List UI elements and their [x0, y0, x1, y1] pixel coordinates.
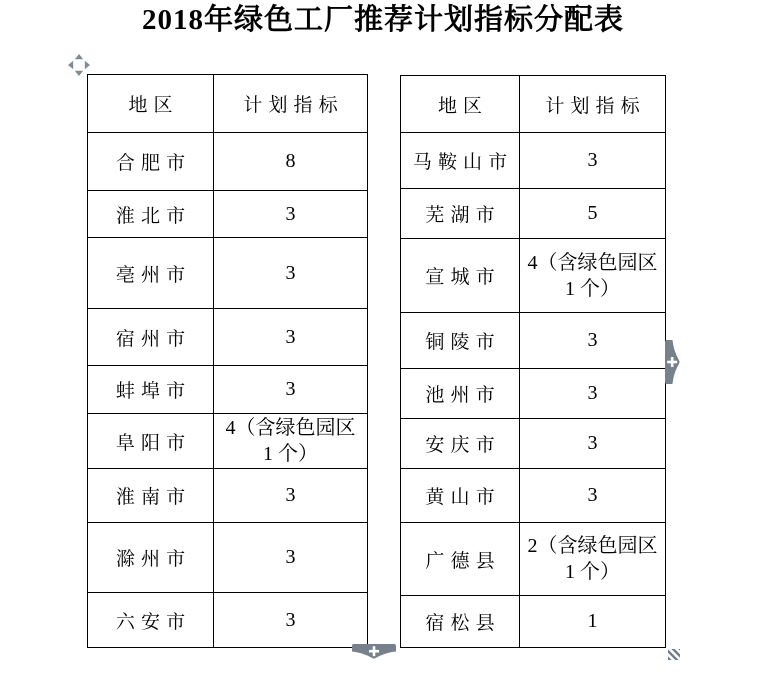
region-cell[interactable]: 黄山市	[401, 469, 520, 523]
table-row	[401, 523, 666, 596]
table-row	[401, 239, 666, 313]
table-row	[88, 469, 368, 523]
table-row	[88, 133, 368, 191]
region-column-header-right[interactable]: 地区	[401, 76, 520, 133]
indicator-value-cell[interactable]: 3	[214, 366, 368, 414]
indicator-value-line: 1 个）	[565, 561, 620, 583]
table-row	[88, 523, 368, 593]
indicator-column-header-right[interactable]: 计划指标	[520, 76, 666, 133]
indicator-value-cell[interactable]: 3	[520, 419, 666, 469]
region-cell[interactable]: 亳州市	[88, 238, 214, 309]
indicator-value-line: 4（含绿色园区	[225, 417, 356, 439]
region-cell[interactable]: 宿州市	[88, 309, 214, 366]
region-cell[interactable]: 铜陵市	[401, 313, 520, 369]
region-cell[interactable]: 合肥市	[88, 133, 214, 191]
indicator-value-line: 2（含绿色园区	[527, 535, 658, 557]
table-move-handle[interactable]	[68, 54, 90, 76]
region-cell[interactable]: 芜湖市	[401, 189, 520, 239]
indicator-value-line: 1 个）	[263, 443, 318, 465]
allocation-table-left	[87, 74, 368, 648]
allocation-table-right	[400, 75, 666, 648]
indicator-value-cell[interactable]: 3	[520, 469, 666, 523]
header-row	[401, 76, 666, 133]
table-row	[401, 596, 666, 648]
table-row	[88, 191, 368, 238]
region-cell[interactable]: 淮南市	[88, 469, 214, 523]
table-row	[88, 309, 368, 366]
indicator-value-cell[interactable]: 3	[520, 369, 666, 419]
region-cell[interactable]: 淮北市	[88, 191, 214, 238]
table-row	[401, 133, 666, 189]
move-table-icon	[68, 54, 90, 76]
indicator-value-cell[interactable]: 3	[214, 593, 368, 648]
indicator-value-cell[interactable]: 3	[214, 523, 368, 593]
table-row	[401, 469, 666, 523]
indicator-value-cell[interactable]: 3	[214, 238, 368, 309]
indicator-value-line: 1 个）	[565, 277, 620, 300]
region-cell[interactable]: 滁州市	[88, 523, 214, 593]
region-cell[interactable]: 宿松县	[401, 596, 520, 648]
indicator-value-cell[interactable]: 8	[214, 133, 368, 191]
table-row	[401, 419, 666, 469]
indicator-value-line: 4（含绿色园区	[527, 251, 658, 274]
indicator-value-cell[interactable]: 3	[214, 191, 368, 238]
plus-icon	[665, 340, 682, 384]
table-row	[88, 593, 368, 648]
indicator-value-cell[interactable]	[520, 523, 666, 596]
region-cell[interactable]: 池州市	[401, 369, 520, 419]
page-title: 2018年绿色工厂推荐计划指标分配表	[141, 4, 624, 36]
indicator-value-cell[interactable]: 3	[214, 469, 368, 523]
region-cell[interactable]: 阜阳市	[88, 414, 214, 469]
header-row	[88, 75, 368, 133]
region-cell[interactable]: 蚌埠市	[88, 366, 214, 414]
region-cell[interactable]: 六安市	[88, 593, 214, 648]
region-cell[interactable]: 宣城市	[401, 239, 520, 313]
table-resize-handle[interactable]	[668, 649, 680, 660]
indicator-value-cell[interactable]: 1	[520, 596, 666, 648]
indicator-value-cell[interactable]	[520, 239, 666, 313]
region-cell[interactable]: 安庆市	[401, 419, 520, 469]
region-cell[interactable]: 广德县	[401, 523, 520, 596]
indicator-value-cell[interactable]: 3	[214, 309, 368, 366]
table-row	[88, 366, 368, 414]
indicator-value-cell[interactable]: 3	[520, 133, 666, 189]
indicator-value-cell[interactable]	[214, 414, 368, 469]
region-cell[interactable]: 马鞍山市	[401, 133, 520, 189]
indicator-column-header-left[interactable]: 计划指标	[214, 75, 368, 133]
region-column-header-left[interactable]: 地区	[88, 75, 214, 133]
indicator-value-cell[interactable]: 3	[520, 313, 666, 369]
table-row	[401, 313, 666, 369]
table-row	[88, 238, 368, 309]
table-row	[401, 189, 666, 239]
add-row-button[interactable]	[352, 644, 396, 661]
indicator-value-cell[interactable]: 5	[520, 189, 666, 239]
table-row	[88, 414, 368, 469]
plus-icon	[352, 644, 396, 661]
table-row	[401, 369, 666, 419]
add-column-button[interactable]	[665, 340, 682, 384]
